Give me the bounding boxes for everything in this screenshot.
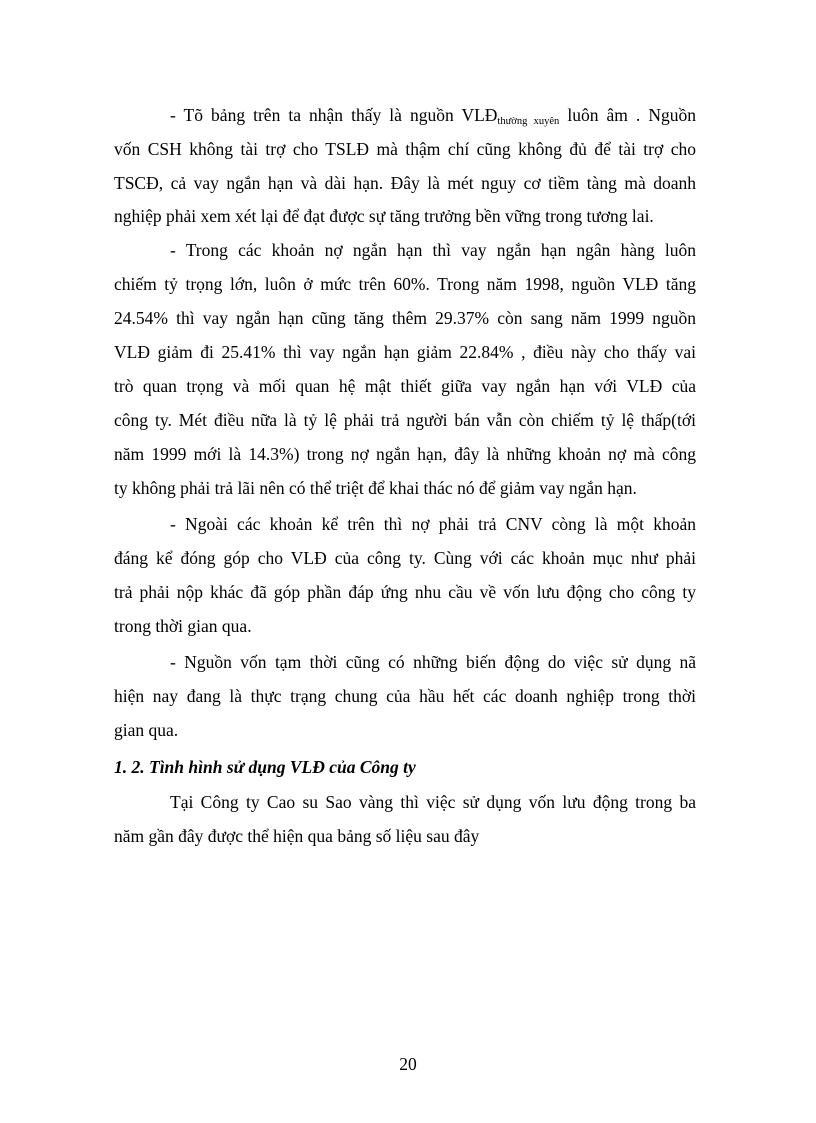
para1-line-1: - Tõ bảng trên ta nhận thấy là nguồn VLĐthường xuyên luôn âm . Nguồn (170, 105, 696, 127)
para1-line-3: TSCĐ, cả vay ngắn hạn và dài hạn. Đây là mét nguy cơ tiềm tàng mà doanh (114, 173, 696, 193)
para4-line-2: hiện nay đang là thực trạng chung của hầu hết các doanh nghiệp trong thời (114, 686, 696, 706)
para5-line-2: năm gần đây được thể hiện qua bảng số liệu sau đây (114, 826, 480, 846)
para3-line-3: trả phải nộp khác đã góp phần đáp ứng nhu cầu về vốn lưu động cho công ty (114, 582, 696, 602)
section-heading: 1. 2. Tình hình sử dụng VLĐ của Công ty (114, 757, 416, 777)
para4-line-1: - Nguồn vốn tạm thời cũng có những biến động do việc sử dụng nã (170, 652, 696, 672)
para4-line-3: gian qua. (114, 720, 179, 740)
para2-line-5: trò quan trọng và mối quan hệ mật thiết giữa vay ngắn hạn với VLĐ của (114, 376, 696, 396)
subscript-thuong-xuyen: thường xuyên (497, 116, 560, 127)
para2-line-7: năm 1999 mới là 14.3%) trong nợ ngắn hạn, đây là những khoản nợ mà công (114, 444, 696, 464)
para3-line-4: trong thời gian qua. (114, 616, 252, 636)
para1-line-2: vốn CSH không tài trợ cho TSLĐ mà thậm chí cũng không đủ để tài trợ cho (114, 139, 696, 159)
para2-line-8: ty không phải trả lãi nên có thể triệt để khai thác nó để giảm vay ngắn hạn. (114, 478, 637, 498)
para2-line-2: chiếm tỷ trọng lớn, luôn ở mức trên 60%. Trong năm 1998, nguồn VLĐ tăng (114, 274, 696, 294)
para2-line-4: VLĐ giảm đi 25.41% thì vay ngắn hạn giảm 22.84% , điều này cho thấy vai (114, 342, 696, 362)
para1-line-4: nghiệp phải xem xét lại để đạt được sự tăng trưởng bền vững trong tương lai. (114, 206, 654, 226)
page-number: 20 (399, 1054, 417, 1074)
para2-line-3: 24.54% thì vay ngắn hạn cũng tăng thêm 29.37% còn sang năm 1999 nguồn (114, 308, 696, 328)
para2-line-6: công ty. Mét điều nữa là tỷ lệ phải trả người bán vẫn còn chiếm tỷ lệ thấp(tới (114, 410, 696, 430)
para3-line-1: - Ngoài các khoản kể trên thì nợ phải trả CNV còng là một khoản (170, 514, 696, 534)
para5-line-1: Tại Công ty Cao su Sao vàng thì việc sử dụng vốn lưu động trong ba (170, 792, 696, 812)
para3-line-2: đáng kể đóng góp cho VLĐ của công ty. Cùng với các khoản mục như phải (114, 548, 696, 568)
para2-line-1: - Trong các khoản nợ ngắn hạn thì vay ngắn hạn ngân hàng luôn (170, 240, 696, 260)
